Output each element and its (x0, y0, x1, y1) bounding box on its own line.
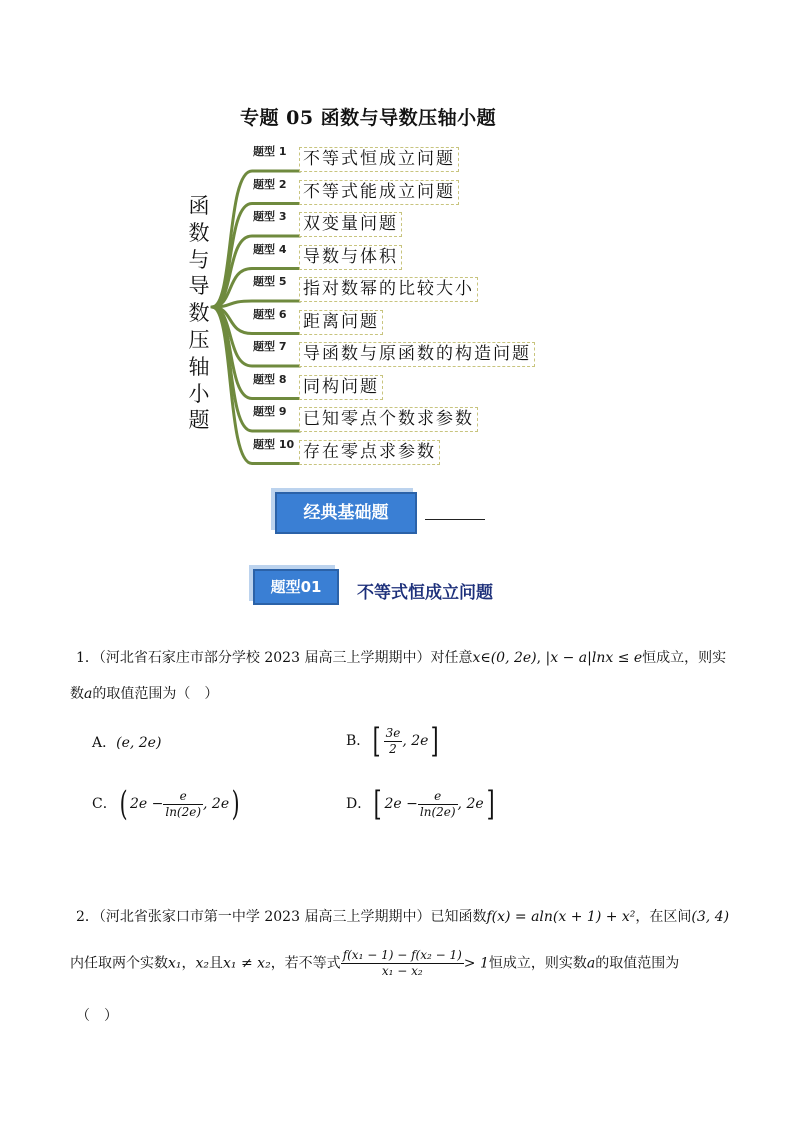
mindmap-root-char: 数 (188, 301, 210, 326)
option-c-label: C． (92, 796, 117, 812)
question-1-source: （河北省石家庄市部分学校 2023 届高三上学期期中） (98, 650, 431, 666)
option-b-denominator: 2 (389, 741, 397, 756)
branch-label: 题型 3 (253, 210, 287, 223)
branch-label: 题型 5 (253, 275, 287, 288)
option-c[interactable]: C．( 2e − $\frac{e}{\ln(2e)}$ , 2e) (92, 784, 240, 824)
branch-label: 题型 1 (253, 145, 287, 158)
option-d-pre: 2e − (384, 796, 418, 812)
branch-label: 题型 7 (253, 340, 287, 353)
branch-topic: 指对数幂的比较大小 (299, 277, 478, 302)
branch-label: 题型 2 (253, 177, 287, 191)
option-a-label: A． (92, 735, 117, 751)
option-d[interactable]: D．[ 2e − $\frac{e}{\ln(2e)}$ , 2e] (346, 784, 495, 824)
option-d-rest: , 2e (457, 796, 484, 812)
question-2-x1: x₁ (168, 955, 182, 972)
question-2-gt: > 1 (463, 955, 489, 972)
branch-topic: 距离问题 (299, 310, 383, 335)
question-2-frac-numerator: f(x₁ − 1) − f(x₂ − 1) (342, 948, 462, 962)
option-d-numerator: e (418, 789, 458, 805)
question-2-stem: 已知函数 (430, 909, 487, 925)
question-1-line-1: 1．（河北省石家庄市部分学校 2023 届高三上学期期中）对任意x∈(0, 2e), |x − a|lnx ≤ e恒成立，则实 (76, 650, 727, 666)
branch-label: 题型 9 (253, 405, 287, 418)
question-2-line2-c: 恒成立，则实数 (488, 955, 587, 972)
question-2-line2-b: ，若不等式 (270, 955, 341, 972)
branch-topic: 已知零点个数求参数 (299, 407, 478, 432)
branch-topic: 导函数与原函数的构造问题 (299, 342, 535, 367)
section-banner-label: 经典基础题 (275, 492, 417, 534)
question-1-line-2 (70, 683, 218, 703)
question-2-comma: ， (181, 955, 196, 972)
question-1-line2-a: 数 (70, 686, 84, 702)
option-d-label: D． (346, 796, 372, 812)
mindmap-root-char: 与 (188, 247, 210, 272)
question-1-inequality: |x − a|lnx ≤ e (545, 650, 643, 666)
option-c-pre: 2e − (129, 796, 164, 812)
topic-banner-label: 题型01 (253, 569, 339, 605)
branch-label: 题型 4 (253, 242, 287, 256)
mindmap-root-char: 小 (188, 381, 210, 406)
question-2-neq: x₁ ≠ x₂ (223, 955, 271, 972)
question-2-stem-b: ，在区间 (635, 909, 692, 925)
question-2-function: f(x) = aln(x + 1) + x² (486, 909, 636, 925)
question-2-line2-a: 内任取两个实数 (70, 955, 168, 972)
question-2-line2-d: 的取值范围为 (595, 955, 680, 972)
mindmap-root (186, 193, 212, 434)
branch-label: 题型 10 (253, 437, 295, 451)
mindmap-root-char: 轴 (188, 354, 210, 379)
question-2-line-2 (70, 948, 679, 979)
topic-banner (253, 569, 339, 605)
mindmap-root-char: 题 (188, 408, 210, 433)
branch-label: 题型 8 (253, 372, 287, 386)
question-1-stem-b: 恒成立，则实 (642, 650, 727, 666)
branch-topic: 双变量问题 (299, 212, 402, 237)
branch-topic: 导数与体积 (299, 245, 402, 270)
question-1-var: a (84, 686, 93, 702)
question-2-frac-denominator: x₁ − x₂ (381, 964, 423, 978)
branch-topic: 同构问题 (299, 375, 383, 400)
document-title: 专题 05 函数与导数压轴小题 (240, 107, 497, 129)
question-2-number: 2． (76, 909, 99, 925)
option-c-rest: , 2e (203, 796, 230, 812)
mindmap-root-char: 压 (188, 327, 210, 352)
branch-label: 题型 6 (253, 307, 287, 321)
question-2-line-3: （ ） (76, 1008, 118, 1024)
question-2-interval: (3, 4) (691, 909, 730, 925)
option-c-numerator: e (163, 789, 203, 805)
question-1-stem: 对任意 (430, 650, 473, 666)
question-2-source: （河北省张家口市第一中学 2023 届高三上学期期中） (98, 909, 431, 925)
mindmap-root-char: 数 (188, 220, 210, 245)
branch-topic: 不等式能成立问题 (299, 180, 459, 205)
question-2-var: a (586, 955, 596, 972)
question-2-and: 且 (209, 955, 224, 972)
mindmap-root-char: 导 (188, 274, 210, 299)
question-1-line2-b: 的取值范围为（ ） (92, 686, 219, 702)
question-2-x2: x₂ (195, 955, 210, 972)
question-2-line-1 (76, 906, 729, 926)
option-d-denominator: ln(2e) (419, 804, 456, 819)
branch-topic: 存在零点求参数 (299, 440, 440, 465)
option-a-text: (e, 2e) (116, 735, 162, 751)
mindmap-root-char: 函 (188, 194, 210, 218)
question-1-number: 1． (76, 650, 99, 666)
banner-underline (425, 519, 485, 520)
option-c-denominator: ln(2e) (165, 804, 202, 819)
option-b-numerator: 3e (385, 725, 401, 740)
topic-title: 不等式恒成立问题 (357, 583, 493, 603)
option-b-label: B． (346, 733, 371, 749)
question-1-domain: x∈(0, 2e) (472, 650, 537, 666)
option-b[interactable]: B．[ $\frac{3e}{2}$ , 2e] (346, 721, 440, 761)
option-b-rest: , 2e (402, 733, 429, 749)
section-banner (275, 492, 417, 534)
branch-topic: 不等式恒成立问题 (299, 147, 459, 172)
option-a[interactable] (92, 732, 161, 752)
